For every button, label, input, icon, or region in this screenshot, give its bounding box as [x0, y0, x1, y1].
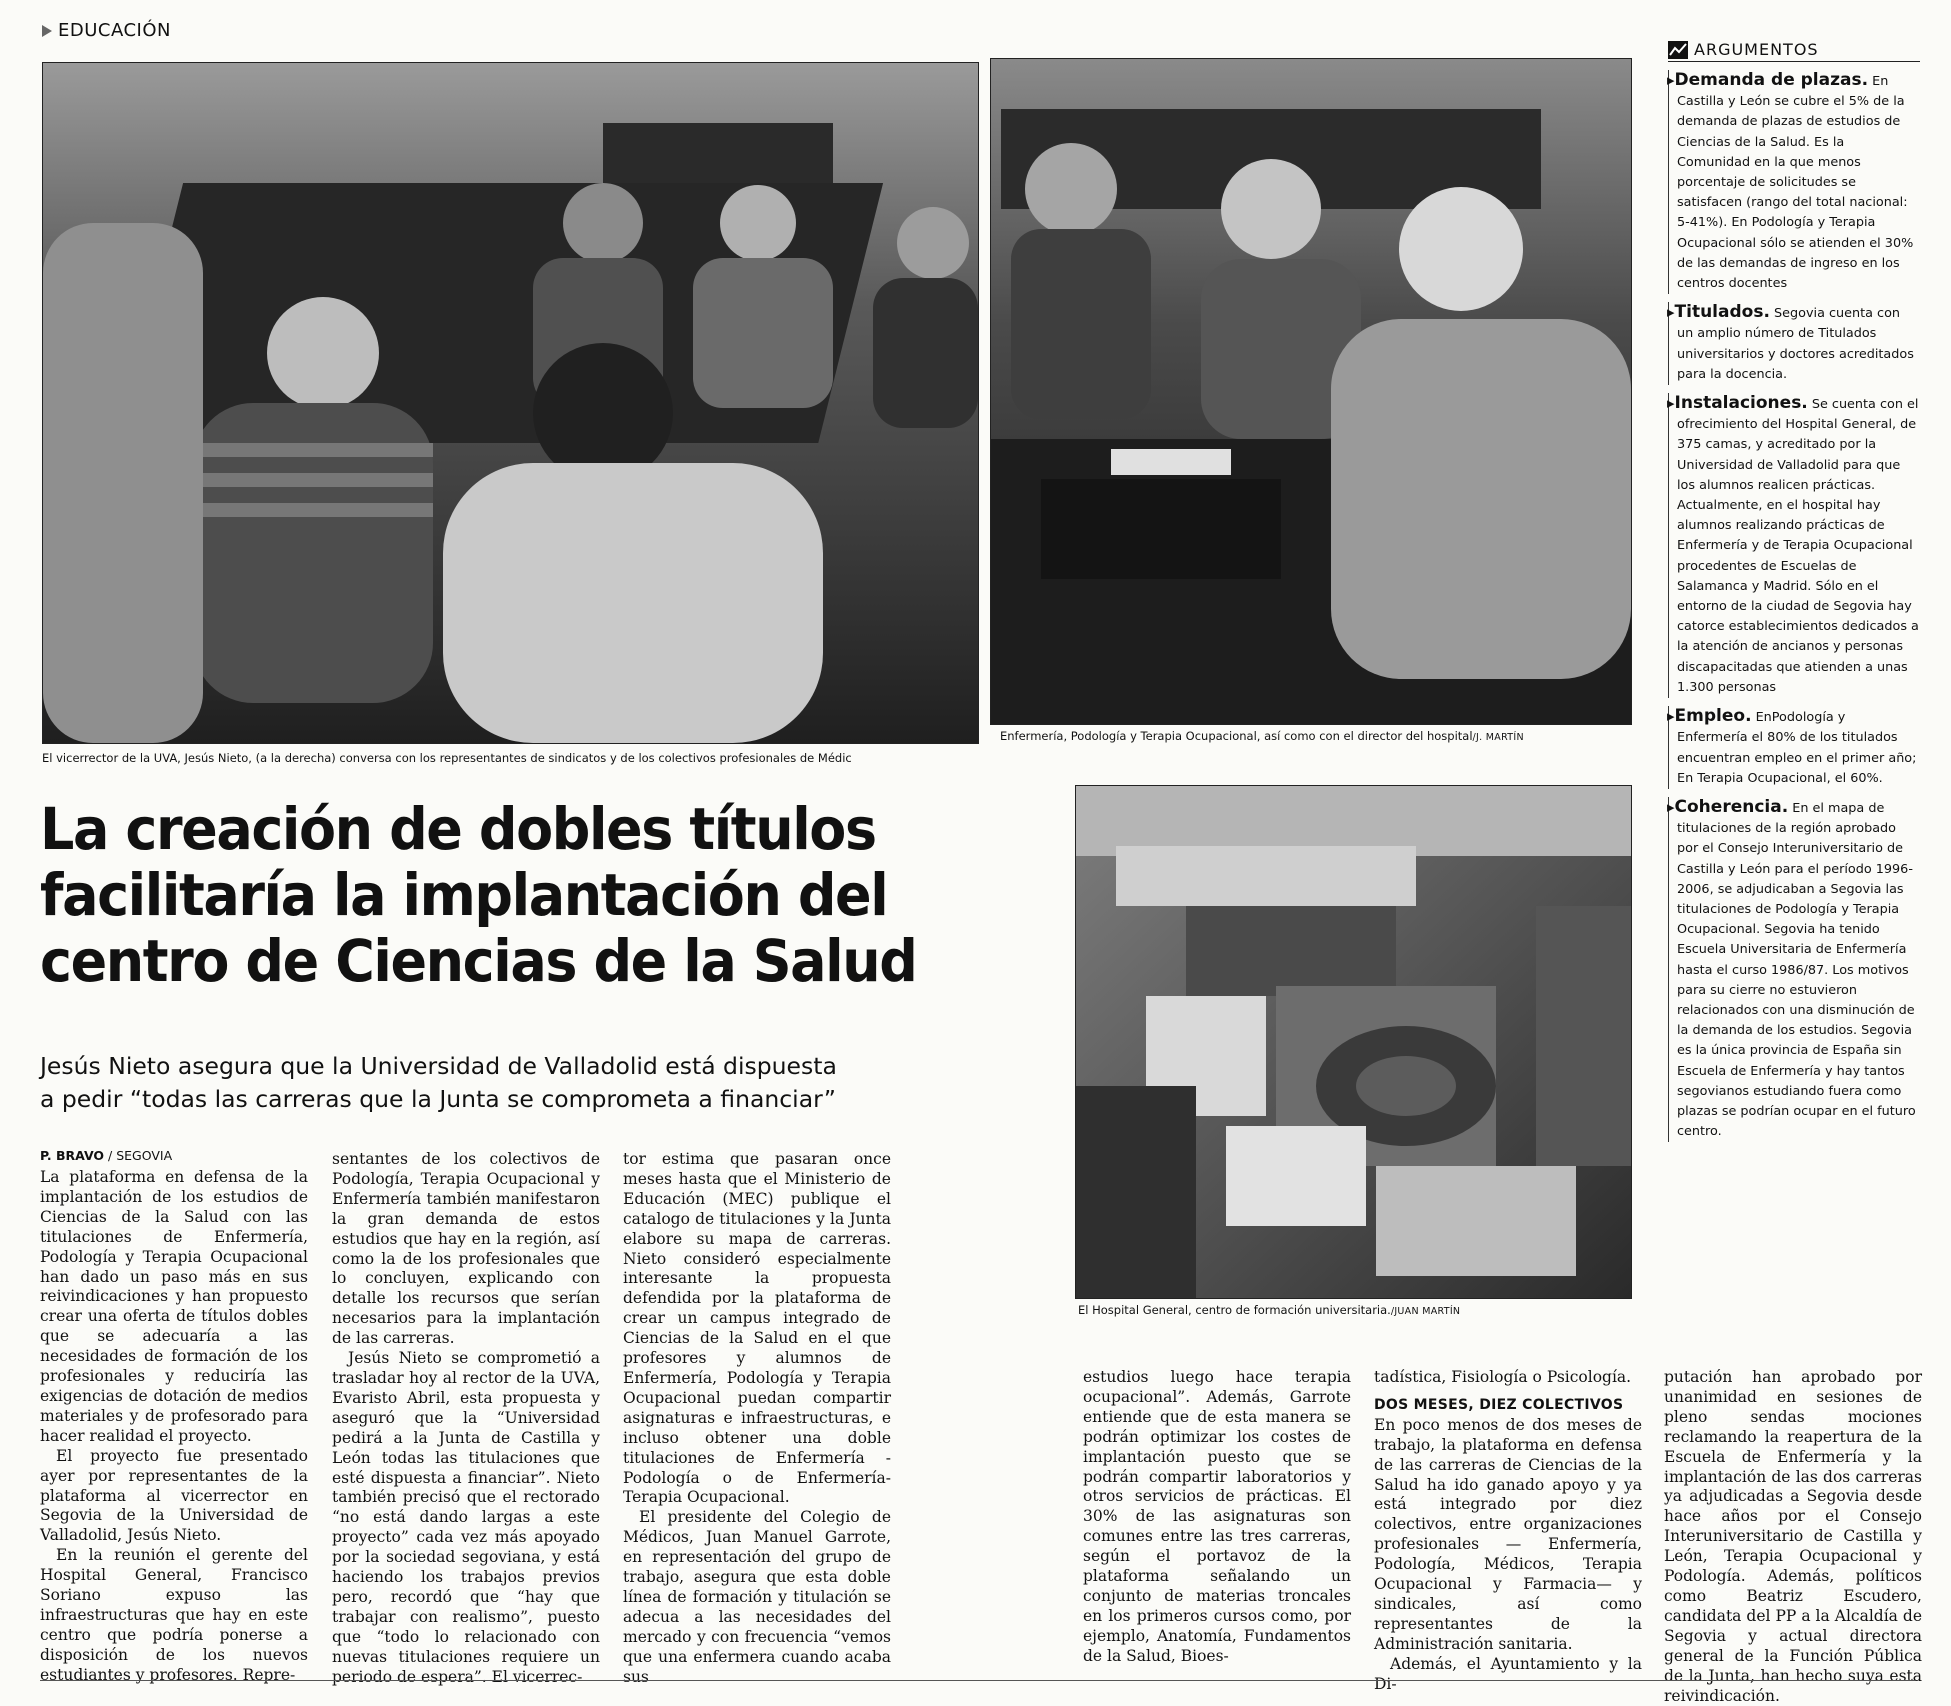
- paragraph: putación han aprobado por unanimidad en sesiones de pleno sendas mociones reclamando la reapertura de la Escuela de Enfermería y la implantación de las dos carreras ya adjudicadas a Segovia desde hace años por el Consejo Interuniversitario de Castilla y León, Terapia Ocupacional y Podología. Además, políticos como Beatriz Escudero, candidata del PP a la Alcaldía de Segovia y actual directora general de la Función Pública de la Junta, han hecho suya esta reivindicación.: [1664, 1368, 1922, 1705]
- sidebar-title: ARGUMENTOS: [1694, 40, 1819, 59]
- subheadline-line-1: Jesús Nieto asegura que la Universidad de Valladolid está dispuesta: [40, 1052, 837, 1080]
- paragraph: El presidente del Colegio de Médicos, Juan Manuel Garrote, en representación del grupo de trabajo, asegura que esta doble línea de formación y titulación se adecua a las necesidades del mercado y con frecuencia “vemos que una enfermera cuando acaba sus: [623, 1508, 891, 1686]
- article-column-3: [623, 1150, 891, 1687]
- argument-item: [1668, 70, 1920, 294]
- argument-item: [1668, 302, 1920, 385]
- paragraph: estudios luego hace terapia ocupacional”. Además, Garrote entiende que de esta manera se podrán optimizar los costes de implantación puesto que se podrán compartir laboratorios y otros servicios de prácticas. El 30% de las asignaturas son comunes entre las tres carreras, según el portavoz de la plataforma señalando un conjunto de materias troncales en los primeros cursos como, por ejemplo, Anatomía, Fundamentos de la Salud, Bioes-: [1083, 1368, 1351, 1665]
- argument-text: EnPodología y Enfermería el 80% de los titulados encuentran empleo en el primer año; En Terapia Ocupacional, el 60%.: [1677, 710, 1917, 786]
- paragraph: Jesús Nieto se comprometió a trasladar hoy al rector de la UVA, Evaristo Abril, esta propuesta y aseguró que la “Universidad pedirá a la Junta de Castilla y León todas las titulaciones que esté dispuesta a financiar”. Nieto también precisó que el rectorado “no está dando largas a este proyecto” cada vez más apoyado por la sociedad segoviana, y está haciendo los trabajos previos pero, recordó que “hay que trabajar con realismo”, puesto que “todo lo relacionado con nuevas titulaciones requiere un periodo de espera”. El vicerrec-: [332, 1349, 600, 1686]
- argumentos-logo-icon: [1668, 41, 1688, 59]
- byline: [40, 1148, 172, 1163]
- article-column-1: [40, 1168, 308, 1686]
- argument-key: ▸ Demanda de plazas.: [1667, 70, 1868, 90]
- section-subhead: DOS MESES, DIEZ COLECTIVOS: [1374, 1396, 1624, 1413]
- photo1-caption: El vicerrector de la UVA, Jesús Nieto, (a la derecha) conversa con los representantes de sindicatos y de los colectivos profesionales de Médic: [42, 751, 852, 765]
- paragraph: En poco menos de dos meses de trabajo, la plataforma en defensa de las carreras de Ciencias de la Salud ha ido ganado apoyo y ya está integrado por diez colectivos, entre organizaciones profesionales — Enfermería, Podología, Médicos, Terapia Ocupacional y Farmacia— y sindicales, así como representantes de la Administración sanitaria.: [1374, 1415, 1642, 1653]
- sidebar-header: [1668, 40, 1920, 62]
- headline-line-1: La creación de dobles títulos: [40, 795, 876, 863]
- byline-author: P. BRAVO: [40, 1148, 105, 1163]
- hospital-photo-image: [1076, 786, 1631, 1298]
- argument-key: ▸ Coherencia.: [1667, 797, 1788, 817]
- paragraph: tor estima que pasaran once meses hasta que el Ministerio de Educación (MEC) publique el catalogo de titulaciones y la Junta elabore su mapa de carreras. Nieto consideró especialmente interesante la propuesta defendida por la plataforma de crear un campus integrado de Ciencias de la Salud en el que profesores y alumnos de Enfermería, Podología y Terapia Ocupacional puedan compartir asignaturas e infraestructuras, e incluso obtener una doble titulaciones de Enfermería -Podología o de Enfermería-Terapia Ocupacional.: [623, 1150, 891, 1507]
- headline-line-3: centro de Ciencias de la Salud: [40, 927, 917, 995]
- meeting-photo-left: [42, 62, 979, 744]
- argument-item: [1668, 393, 1920, 698]
- article-column-5: [1374, 1368, 1642, 1695]
- photo2-caption: Enfermería, Podología y Terapia Ocupacional, así como con el director del hospital/J. MARTÍN: [1000, 729, 1524, 743]
- argument-key: ▸ Instalaciones.: [1667, 393, 1808, 413]
- meeting-photo-right-image: [991, 59, 1631, 724]
- paragraph: sentantes de los colectivos de Podología, Terapia Ocupacional y Enfermería también manifestaron la gran demanda de estos estudios que hay en la región, así como la de los profesionales que lo concluyen, explicando con detalle los recursos que serían necesarios para la implantación de las carreras.: [332, 1150, 600, 1348]
- meeting-photo-left-image: [43, 63, 978, 743]
- photo3-credit: /JUAN MARTÍN: [1390, 1306, 1461, 1317]
- argument-text: Se cuenta con el ofrecimiento del Hospital General, de 375 camas, y acreditado por la Universidad de Valladolid para que los alumnos realicen prácticas. Actualmente, en el hospital hay alumnos realizando prácticas de Enfermería y de Terapia Ocupacional procedentes de Escuelas de Salamanca y Madrid. Sólo en el entorno de la ciudad de Segovia hay catorce establecimientos dedicados a la atención de ancianos y personas discapacitadas que atienden a unas 1.300 personas: [1677, 397, 1919, 695]
- article-column-4: [1083, 1368, 1351, 1667]
- photo2-credit: /J. MARTÍN: [1472, 732, 1524, 743]
- byline-place: / SEGOVIA: [104, 1148, 173, 1163]
- hospital-photo: [1075, 785, 1632, 1299]
- section-arrow-icon: [42, 25, 52, 37]
- argument-item: [1668, 797, 1920, 1142]
- paragraph: En la reunión el gerente del Hospital General, Francisco Soriano expuso las infraestructuras que hay en este centro que podría ponerse a disposición de los nuevos estudiantes y profesores. Repre-: [40, 1546, 308, 1684]
- paragraph: tadística, Fisiología o Psicología.: [1374, 1368, 1632, 1386]
- argument-text: En Castilla y León se cubre el 5% de la demanda de plazas de estudios de Ciencias de la Salud. Es la Comunidad en la que menos porcentaje de solicitudes se satisfacen (rango del total nacional: 5-41%). En Podología y Terapia Ocupacional sólo se atienden el 30% de las demandas de ingreso en los centros docentes: [1677, 74, 1914, 292]
- argument-key: ▸ Titulados.: [1667, 302, 1770, 322]
- headline-line-2: facilitaría la implantación del: [40, 861, 888, 929]
- article-column-2: [332, 1150, 600, 1687]
- section-label: EDUCACIÓN: [42, 20, 171, 41]
- paragraph: El proyecto fue presentado ayer por representantes de la plataforma al vicerrector en Segovia de la Universidad de Valladolid, Jesús Nieto.: [40, 1446, 308, 1545]
- argument-key: ▸ Empleo.: [1667, 706, 1752, 726]
- argument-text: En el mapa de titulaciones de la región aprobado por el Consejo Interuniversitario de Castilla y León para el período 1996-2006, se adjudicaban a Segovia las titulaciones de Podología y Terapia Ocupacional. Segovia ha tenido Escuela Universitaria de Enfermería hasta el curso 1986/87. Los motivos para su cierre no estuvieron relacionados con una disminución de la demanda de los estudios. Segovia es la única provincia de España sin Escuela de Enfermería y hay tantos segovianos estudiando fuera como plazas se podrían ocupar en el futuro centro.: [1677, 800, 1916, 1140]
- paragraph: La plataforma en defensa de la implantación de los estudios de Ciencias de la Salud con las titulaciones de Enfermería, Podología y Terapia Ocupacional han dado un paso más en sus reivindicaciones y han propuesto crear una oferta de títulos dobles que se adecuaría a las necesidades de formación de los profesionales y reduciría las exigencias de dotación de medios materiales y de profesorado para hacer realidad el proyecto.: [40, 1168, 308, 1445]
- arguments-sidebar: [1668, 40, 1920, 1142]
- paragraph: Además, el Ayuntamiento y la Di-: [1374, 1654, 1642, 1693]
- photo3-caption: El Hospital General, centro de formación universitaria./JUAN MARTÍN: [1078, 1303, 1461, 1317]
- subheadline: [40, 1050, 880, 1116]
- bottom-rule: [40, 1680, 1915, 1681]
- subheadline-line-2: a pedir “todas las carreras que la Junta se comprometa a financiar”: [40, 1085, 836, 1113]
- argument-item: [1668, 706, 1920, 789]
- article-column-6: [1664, 1368, 1922, 1706]
- argument-text: Segovia cuenta con un amplio número de Titulados universitarios y doctores acreditados para la docencia.: [1677, 306, 1914, 382]
- headline: [40, 795, 917, 995]
- meeting-photo-right: [990, 58, 1632, 725]
